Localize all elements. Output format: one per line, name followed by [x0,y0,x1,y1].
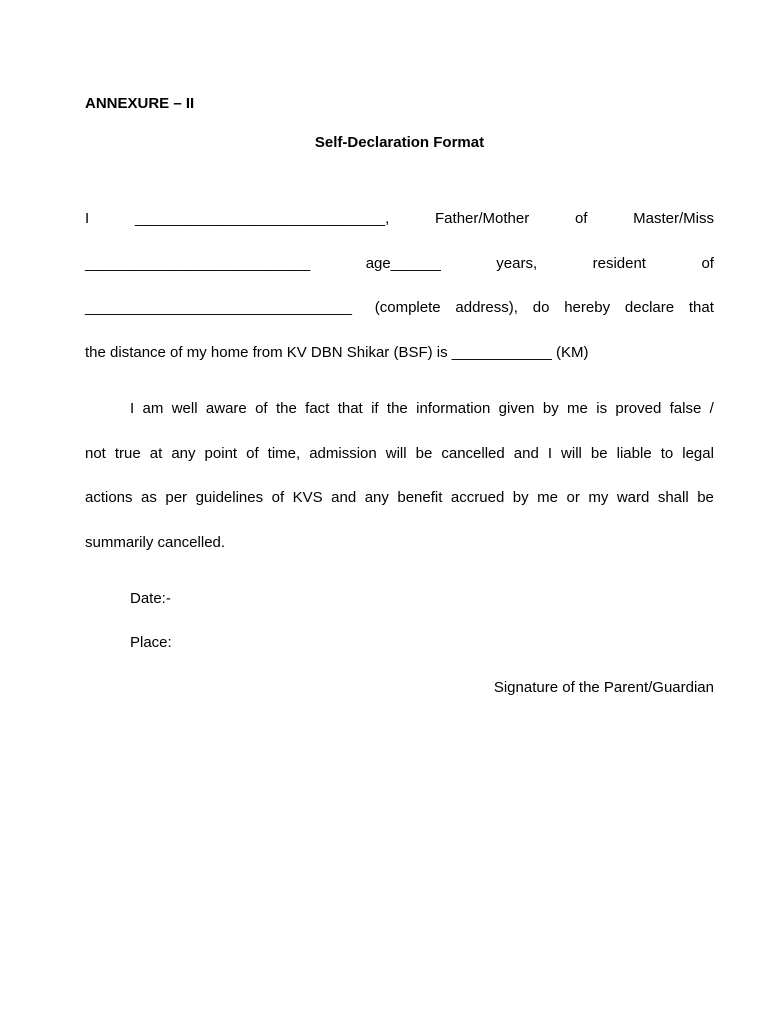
statement-word: shall [657,489,689,506]
statement-word: KVS [292,489,323,506]
declaration-line-4: the distance of my home from KV DBN Shikar (BSF) is ____________ (KM) [85,344,589,361]
statement-word: true [114,445,141,462]
declaration-word: of [574,210,588,227]
statement-word: or [566,489,580,506]
declaration-word: of [701,255,714,272]
statement-word: ward [616,489,650,506]
statement-word: legal [682,445,714,462]
statement-word: me [537,489,558,506]
statement-line-2 [85,444,714,464]
statement-word: fact [305,400,330,417]
statement-word: given [498,400,535,417]
declaration-word: Father/Mother [435,210,530,227]
declaration-word: address), [455,299,518,316]
statement-word: will [561,445,582,462]
declaration-line-3 [85,298,714,318]
statement-word: by [542,400,559,417]
statement-word: information [416,400,491,417]
statement-word: the [275,400,297,417]
statement-word: and [331,489,357,506]
declaration-word: hereby [564,299,611,316]
statement-word: cancelled [441,445,505,462]
statement-word: per [165,489,188,506]
annexure-heading: ANNEXURE – II [85,95,195,112]
declaration-word: resident [592,255,646,272]
statement-word: and [513,445,539,462]
statement-word: to [660,445,674,462]
statement-line-3 [85,488,714,508]
age-blank: age______ [365,255,441,272]
form-title: Self-Declaration Format [314,134,485,151]
statement-word: by [512,489,529,506]
statement-word: proved [615,400,662,417]
statement-word: liable [616,445,652,462]
declaration-word: that [688,299,714,316]
declaration-word: Master/Miss [633,210,714,227]
declaration-word: (complete [374,299,441,316]
statement-word: of [271,489,285,506]
statement-word: is [596,400,608,417]
date-label: Date:- [130,590,171,607]
statement-word: any [171,445,196,462]
declaration-line-2 [85,254,714,274]
statement-word: any [364,489,389,506]
statement-word: time, [267,445,301,462]
statement-word: be [697,489,714,506]
statement-word: not [85,445,106,462]
statement-word: / [709,400,714,417]
statement-word: guidelines [195,489,264,506]
statement-word: aware [205,400,247,417]
statement-word: actions [85,489,133,506]
declaration-word: do [532,299,550,316]
signature-label: Signature of the Parent/Guardian [493,679,714,696]
statement-word: am [142,400,164,417]
declaration-word: years, [496,255,538,272]
parent-name-blank: ______________________________, [134,210,390,227]
statement-word: well [171,400,198,417]
statement-line-1 [85,399,714,419]
address-blank: ________________________________ [85,299,352,316]
declaration-line-1 [85,209,714,229]
statement-word: that [337,400,363,417]
statement-word: as [141,489,157,506]
statement-word: me [567,400,588,417]
statement-word: the [386,400,408,417]
statement-line-4: summarily cancelled. [85,534,226,551]
declaration-word: I [85,210,90,227]
statement-word: my [588,489,609,506]
statement-word: I [130,400,135,417]
statement-word: accrued [450,489,505,506]
statement-word: at [149,445,163,462]
statement-word: I [547,445,553,462]
statement-word: be [415,445,433,462]
declaration-word: declare [624,299,675,316]
place-label: Place: [130,634,172,651]
statement-word: if [371,400,379,417]
statement-word: admission [309,445,377,462]
statement-word: of [255,400,268,417]
statement-word: will [385,445,407,462]
statement-word: be [590,445,608,462]
statement-word: benefit [397,489,443,506]
statement-word: point [204,445,238,462]
statement-word: of [246,445,259,462]
child-name-blank: ___________________________ [85,255,311,272]
statement-word: false [669,400,702,417]
